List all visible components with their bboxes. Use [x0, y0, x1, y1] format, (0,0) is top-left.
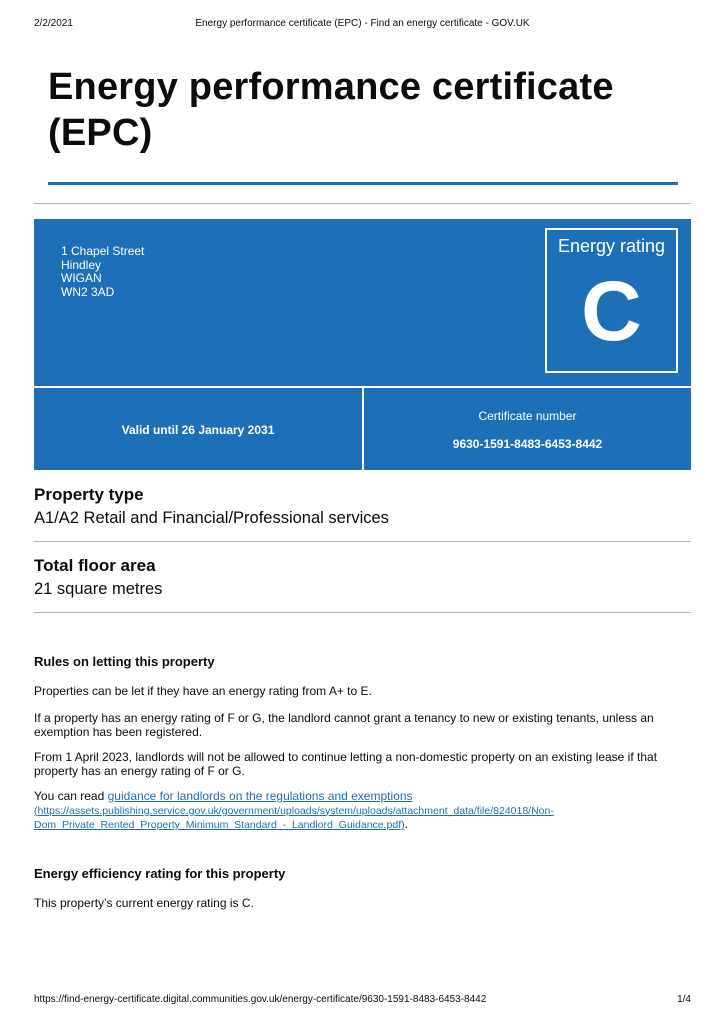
certificate-number-label: Certificate number — [478, 409, 577, 423]
address-line: 1 Chapel Street — [61, 244, 145, 258]
page-title: Energy performance certificate (EPC) — [48, 66, 614, 154]
rules-heading: Rules on letting this property — [34, 654, 215, 669]
print-date: 2/2/2021 — [34, 18, 73, 29]
efficiency-heading: Energy efficiency rating for this property — [34, 866, 286, 881]
guidance-prefix: You can read — [34, 789, 108, 803]
energy-rating-letter: C — [581, 264, 642, 358]
section-divider — [34, 541, 691, 542]
energy-rating-box — [545, 228, 678, 373]
energy-rating-label: Energy rating — [557, 236, 666, 256]
address-line: Hindley — [61, 257, 102, 272]
floor-area-value: 21 square metres — [34, 580, 163, 598]
print-footer — [34, 994, 691, 1008]
rules-paragraph: From 1 April 2023, landlords will not be allowed to continue letting a non-domestic property on an existing lease if that property has an energy rating of F or G. — [34, 750, 658, 778]
print-page-title: Energy performance certificate (EPC) - Find an energy certificate - GOV.UK — [195, 18, 530, 29]
guidance-paragraph — [34, 790, 674, 833]
address-line: WIGAN — [61, 271, 102, 285]
section-divider — [34, 203, 691, 204]
rules-paragraph: If a property has an energy rating of F or G, the landlord cannot grant a tenancy to new or existing tenants, unless an exemption has been registered. — [34, 711, 654, 739]
address-line: WN2 3AD — [61, 284, 115, 299]
certificate-summary-panel — [34, 219, 691, 470]
panel-divider-vertical — [362, 388, 364, 470]
print-footer-url: https://find-energy-certificate.digital.communities.gov.uk/energy-certificate/9630-1591-8483-6453-8442 — [34, 994, 487, 1005]
property-type-value: A1/A2 Retail and Financial/Professional services — [34, 509, 389, 527]
guidance-url[interactable]: (https://assets.publishing.service.gov.uk/government/uploads/system/uploads/attachment_data/file/824018/Non-Dom_Private_Rented_Property_Minimum_Standard_-_Landlord_Guidance.pdf) — [34, 804, 554, 831]
efficiency-text: This property’s current energy rating is C. — [34, 896, 254, 910]
page-number: 1/4 — [677, 994, 691, 1005]
section-divider — [34, 612, 691, 613]
guidance-suffix: . — [404, 817, 408, 831]
valid-until: Valid until 26 January 2031 — [121, 423, 275, 437]
floor-area-heading: Total floor area — [34, 556, 156, 575]
property-address — [61, 245, 144, 299]
certificate-number: 9630-1591-8483-6453-8442 — [452, 437, 603, 451]
title-underline — [48, 182, 678, 185]
guidance-link[interactable]: guidance for landlords on the regulations and exemptions — [107, 789, 413, 803]
rules-paragraph: Properties can be let if they have an energy rating from A+ to E. — [34, 684, 372, 698]
property-type-heading: Property type — [34, 485, 144, 504]
print-header — [34, 18, 691, 32]
